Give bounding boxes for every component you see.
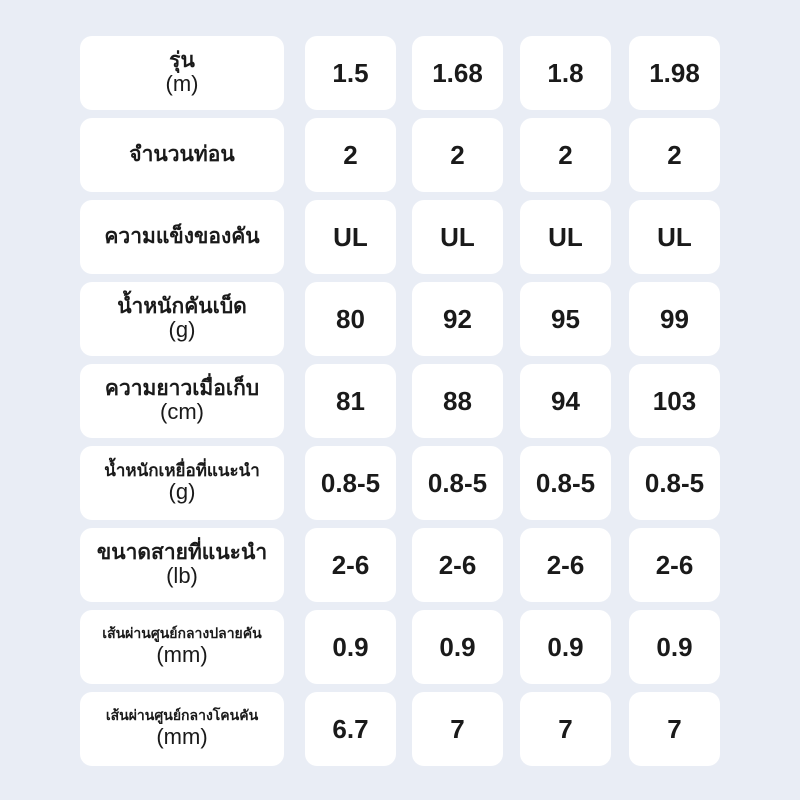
value-cell xyxy=(412,528,503,602)
value-cell xyxy=(629,200,720,274)
value-cell xyxy=(305,446,396,520)
value-text: 2 xyxy=(558,139,573,170)
value-text: 1.8 xyxy=(547,57,584,88)
value-text: 2-6 xyxy=(546,549,585,580)
value-cell xyxy=(629,446,720,520)
label-text: เส้นผ่านศูนย์กลางโคนคัน xyxy=(105,708,259,725)
value-text: 0.9 xyxy=(332,631,369,662)
row-label-model xyxy=(80,36,284,110)
row-label-sections xyxy=(80,118,284,192)
row-label-rod-weight xyxy=(80,282,284,356)
value-text: 0.8-5 xyxy=(644,467,705,498)
row-label-line-size xyxy=(80,528,284,602)
label-text: เส้นผ่านศูนย์กลางปลายคัน xyxy=(102,626,262,643)
value-text: 80 xyxy=(336,303,365,334)
value-cell xyxy=(412,692,503,766)
value-text: 0.9 xyxy=(439,631,476,662)
label-text: น้ำหนักเหยื่อที่แนะนำ xyxy=(104,460,260,481)
value-cell xyxy=(520,692,611,766)
value-cell xyxy=(412,610,503,684)
value-cell xyxy=(629,610,720,684)
label-text: น้ำหนักคันเบ็ด xyxy=(117,294,247,319)
value-cell xyxy=(520,446,611,520)
value-text: 2 xyxy=(343,139,358,170)
value-cell xyxy=(305,118,396,192)
value-cell xyxy=(305,364,396,438)
label-unit: (mm) xyxy=(156,723,208,749)
label-unit: (g) xyxy=(168,317,196,343)
value-text: 0.8-5 xyxy=(535,467,596,498)
value-cell xyxy=(305,610,396,684)
row-label-power xyxy=(80,200,284,274)
value-text: UL xyxy=(657,221,692,252)
value-text: 7 xyxy=(558,713,573,744)
label-unit: (cm) xyxy=(160,399,204,425)
value-text: 95 xyxy=(551,303,580,334)
label-text: จำนวนท่อน xyxy=(129,142,235,167)
label-text: รุ่น xyxy=(169,48,195,73)
value-cell xyxy=(520,364,611,438)
value-cell xyxy=(412,282,503,356)
row-label-lure-weight xyxy=(80,446,284,520)
value-text: UL xyxy=(333,221,368,252)
value-text: 2 xyxy=(450,139,465,170)
value-text: 1.68 xyxy=(432,57,483,88)
label-unit: (m) xyxy=(165,71,199,97)
value-text: 0.8-5 xyxy=(320,467,381,498)
value-cell xyxy=(520,36,611,110)
value-cell xyxy=(412,118,503,192)
value-cell xyxy=(305,282,396,356)
value-text: 2-6 xyxy=(331,549,370,580)
label-text: ขนาดสายที่แนะนำ xyxy=(96,540,268,565)
value-text: 1.5 xyxy=(332,57,369,88)
label-text: ความยาวเมื่อเก็บ xyxy=(104,376,260,401)
value-text: 2 xyxy=(667,139,682,170)
value-text: 7 xyxy=(450,713,465,744)
value-cell xyxy=(520,200,611,274)
value-text: UL xyxy=(440,221,475,252)
value-cell xyxy=(629,118,720,192)
value-text: 6.7 xyxy=(332,713,369,744)
value-cell xyxy=(629,364,720,438)
value-cell xyxy=(520,528,611,602)
value-text: 0.9 xyxy=(547,631,584,662)
value-cell xyxy=(412,364,503,438)
value-cell xyxy=(412,36,503,110)
value-cell xyxy=(412,200,503,274)
value-cell xyxy=(520,118,611,192)
value-cell xyxy=(520,610,611,684)
row-label-closed-length xyxy=(80,364,284,438)
value-cell xyxy=(629,528,720,602)
label-unit: (mm) xyxy=(156,641,208,667)
value-text: 2-6 xyxy=(655,549,694,580)
value-cell xyxy=(629,36,720,110)
value-text: 103 xyxy=(652,385,697,416)
value-text: 88 xyxy=(443,385,472,416)
value-cell xyxy=(305,200,396,274)
value-text: 94 xyxy=(551,385,580,416)
value-text: UL xyxy=(548,221,583,252)
value-cell xyxy=(412,446,503,520)
value-text: 0.8-5 xyxy=(427,467,488,498)
value-text: 7 xyxy=(667,713,682,744)
value-text: 1.98 xyxy=(649,57,700,88)
label-text: ความแข็งของคัน xyxy=(104,224,260,249)
value-text: 99 xyxy=(660,303,689,334)
row-label-butt-diameter xyxy=(80,692,284,766)
value-cell xyxy=(520,282,611,356)
row-label-tip-diameter xyxy=(80,610,284,684)
value-cell xyxy=(305,692,396,766)
label-unit: (g) xyxy=(168,479,196,505)
value-cell xyxy=(629,282,720,356)
value-text: 0.9 xyxy=(656,631,693,662)
value-text: 81 xyxy=(336,385,365,416)
value-cell xyxy=(629,692,720,766)
value-text: 2-6 xyxy=(438,549,477,580)
value-text: 92 xyxy=(443,303,472,334)
value-cell xyxy=(305,528,396,602)
value-cell xyxy=(305,36,396,110)
label-unit: (lb) xyxy=(166,563,198,589)
